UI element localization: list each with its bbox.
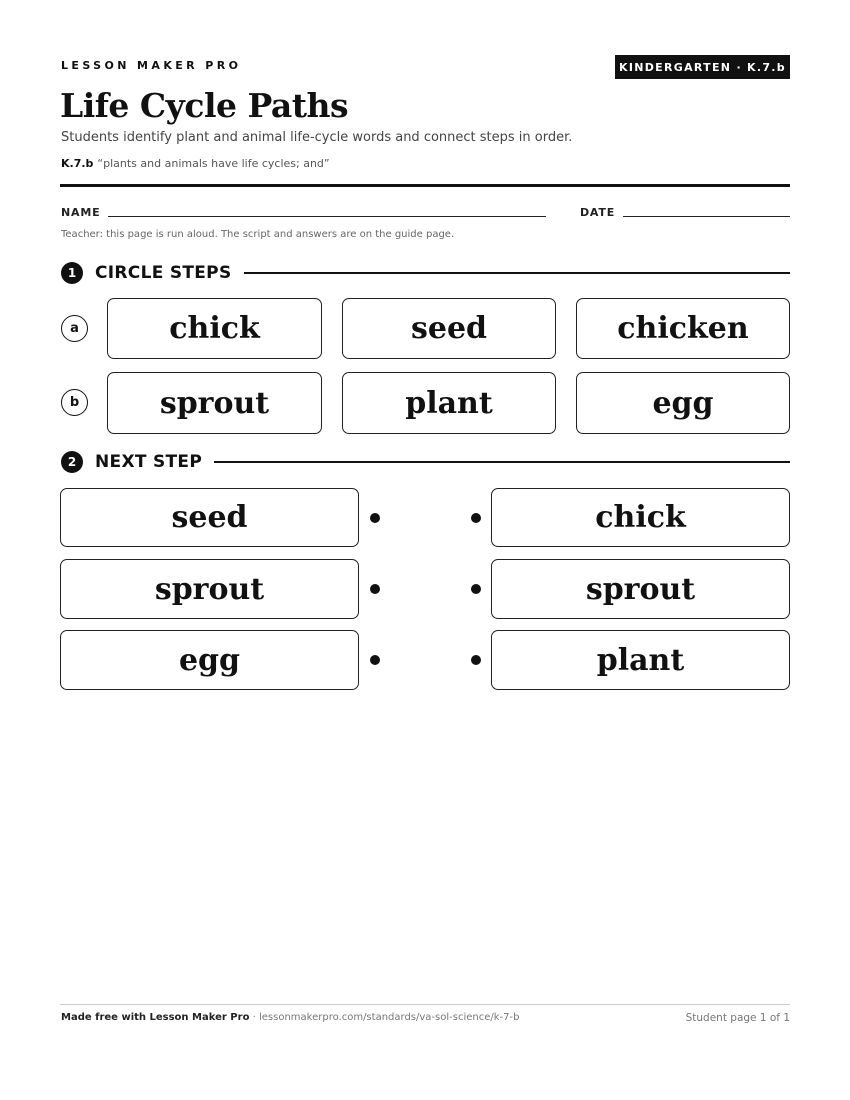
page-subtitle: Students identify plant and animal life-cycle words and connect steps in order. [61,130,573,145]
match-dot-left[interactable] [370,655,380,665]
match-dot-left[interactable] [370,513,380,523]
footer-page-number: Student page 1 of 1 [685,1012,790,1024]
footer-url[interactable]: · lessonmakerpro.com/standards/va-sol-science/k-7-b [249,1012,520,1023]
brand-name: LESSON MAKER PRO [61,59,242,72]
match-dot-right[interactable] [471,655,481,665]
section-title: CIRCLE STEPS [95,263,232,283]
name-label: NAME [61,206,101,219]
word-card[interactable]: egg [576,372,790,434]
section-number: 2 [61,451,83,473]
name-field[interactable] [108,216,546,217]
row-label-b: b [61,389,88,416]
standard-line [61,157,330,170]
standard-text: “plants and animals have life cycles; and” [97,157,330,170]
match-dot-left[interactable] [370,584,380,594]
match-dot-right[interactable] [471,513,481,523]
header-divider [60,184,790,187]
match-dot-right[interactable] [471,584,481,594]
section-rule [214,461,790,463]
teacher-note: Teacher: this page is run aloud. The script and answers are on the guide page. [61,229,455,240]
section-number: 1 [61,262,83,284]
word-card[interactable]: chicken [576,298,790,359]
grade-badge: KINDERGARTEN · K.7.b [615,55,790,79]
word-card[interactable]: sprout [107,372,322,434]
section-rule [244,272,791,274]
footer-made-by: Made free with Lesson Maker Pro [61,1012,250,1023]
standard-code: K.7.b [61,157,94,170]
section-2-header [61,451,790,473]
word-card[interactable]: plant [342,372,556,434]
date-label: DATE [580,206,616,219]
section-title: NEXT STEP [95,452,203,472]
footer-divider [60,1004,790,1005]
match-left-card[interactable]: seed [60,488,359,547]
match-left-card[interactable]: sprout [60,559,359,619]
date-field[interactable] [623,216,790,217]
word-card[interactable]: seed [342,298,556,359]
match-right-card[interactable]: chick [491,488,790,547]
section-1-header [61,262,790,284]
match-left-card[interactable]: egg [60,630,359,690]
page-title: Life Cycle Paths [60,86,349,125]
word-card[interactable]: chick [107,298,322,359]
row-label-a: a [61,315,88,342]
match-right-card[interactable]: plant [491,630,790,690]
footer-credit [61,1012,519,1023]
match-right-card[interactable]: sprout [491,559,790,619]
